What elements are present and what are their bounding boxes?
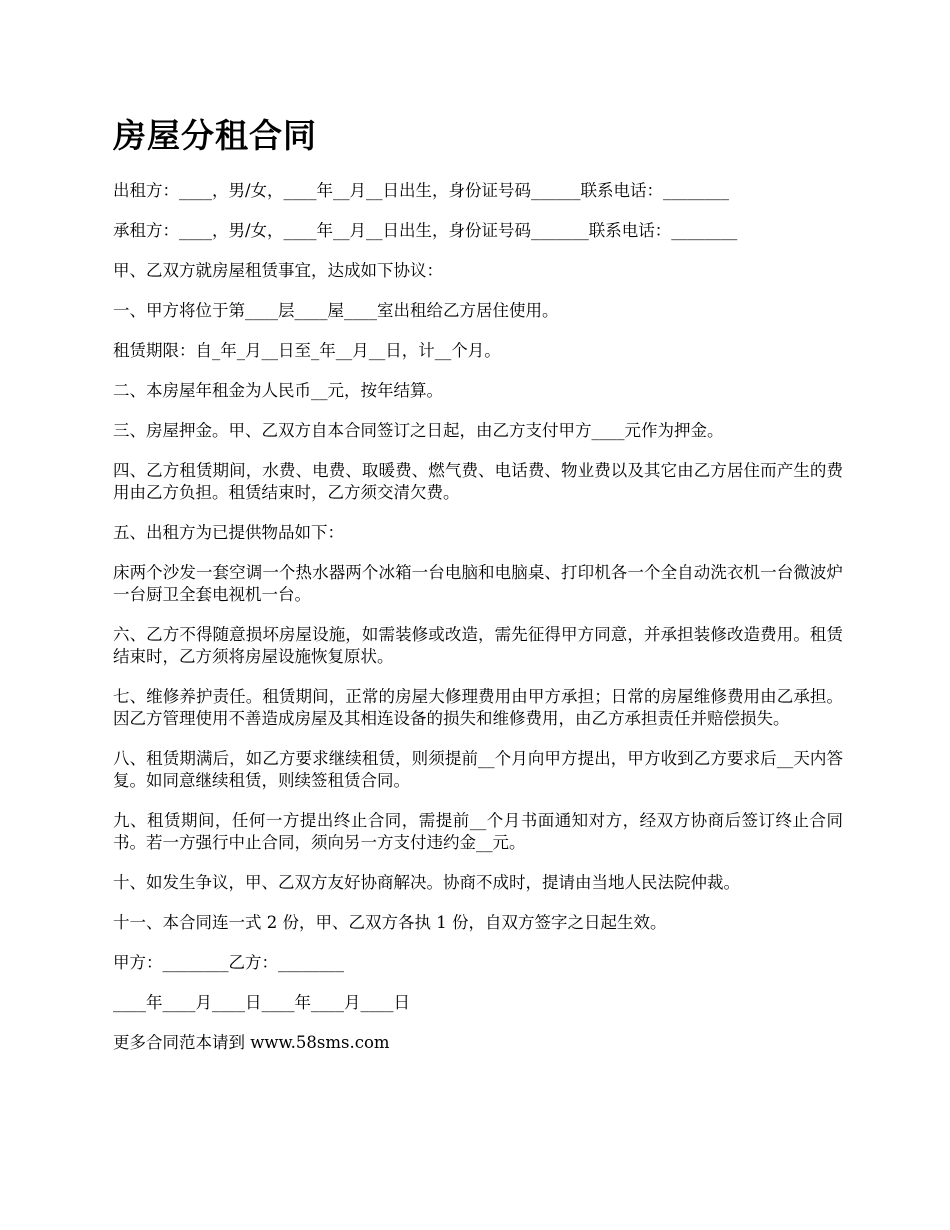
- clause-3-paragraph: 三、房屋押金。甲、乙双方自本合同签订之日起，由乙方支付甲方____元作为押金。: [113, 421, 724, 440]
- lessee-info-paragraph: 承租方：____，男/女，____年__月__日出生，身份证号码_______联系电话：________: [113, 221, 738, 240]
- furnishings-list-paragraph: 床两个沙发一套空调一个热水器两个冰箱一台电脑和电脑桌、打印机各一个全自动洗衣机一台微波炉一台厨卫全套电视机一台。: [113, 563, 843, 604]
- clause-6-paragraph: 六、乙方不得随意损坏房屋设施，如需装修或改造，需先征得甲方同意，并承担装修改造费用。租赁结束时，乙方须将房屋设施恢复原状。: [113, 625, 843, 666]
- lease-term-paragraph: 租赁期限：自_年_月__日至_年__月__日，计__个月。: [113, 341, 501, 360]
- lessor-info-paragraph: 出租方：____，男/女，____年__月__日出生，身份证号码______联系电话：________: [113, 181, 730, 200]
- clause-8-paragraph: 八、租赁期满后，如乙方要求继续租赁，则须提前__个月向甲方提出，甲方收到乙方要求后__天内答复。如同意继续租赁，则续签租赁合同。: [113, 749, 843, 790]
- clause-5-paragraph: 五、出租方为已提供物品如下：: [113, 523, 344, 542]
- footer-note: 更多合同范本请到 www.58sms.com: [113, 1033, 390, 1052]
- clause-11-paragraph: 十一、本合同连一式 2 份，甲、乙双方各执 1 份，自双方签字之日起生效。: [113, 913, 667, 932]
- clause-7-paragraph: 七、维修养护责任。租赁期间，正常的房屋大修理费用由甲方承担；日常的房屋维修费用由乙承担。因乙方管理使用不善造成房屋及其相连设备的损失和维修费用，由乙方承担责任并赔偿损失。: [113, 687, 843, 728]
- clause-10-paragraph: 十、如发生争议，甲、乙双方友好协商解决。协商不成时，提请由当地人民法院仲裁。: [113, 873, 740, 892]
- date-line: ____年____月____日____年____月____日: [113, 993, 410, 1012]
- clause-1-paragraph: 一、甲方将位于第____层____屋____室出租给乙方居住使用。: [113, 301, 559, 320]
- signature-line: 甲方：________乙方：________: [113, 953, 344, 972]
- contract-document: [113, 112, 843, 1072]
- clause-2-paragraph: 二、本房屋年租金为人民币__元，按年结算。: [113, 381, 443, 400]
- agreement-intro-paragraph: 甲、乙双方就房屋租赁事宜，达成如下协议：: [113, 261, 443, 280]
- clause-9-paragraph: 九、租赁期间，任何一方提出终止合同，需提前__个月书面通知对方，经双方协商后签订终止合同书。若一方强行中止合同，须向另一方支付违约金__元。: [113, 811, 843, 852]
- document-title: 房屋分租合同: [113, 116, 317, 155]
- clause-4-paragraph: 四、乙方租赁期间，水费、电费、取暖费、燃气费、电话费、物业费以及其它由乙方居住而产生的费用由乙方负担。租赁结束时，乙方须交清欠费。: [113, 461, 843, 502]
